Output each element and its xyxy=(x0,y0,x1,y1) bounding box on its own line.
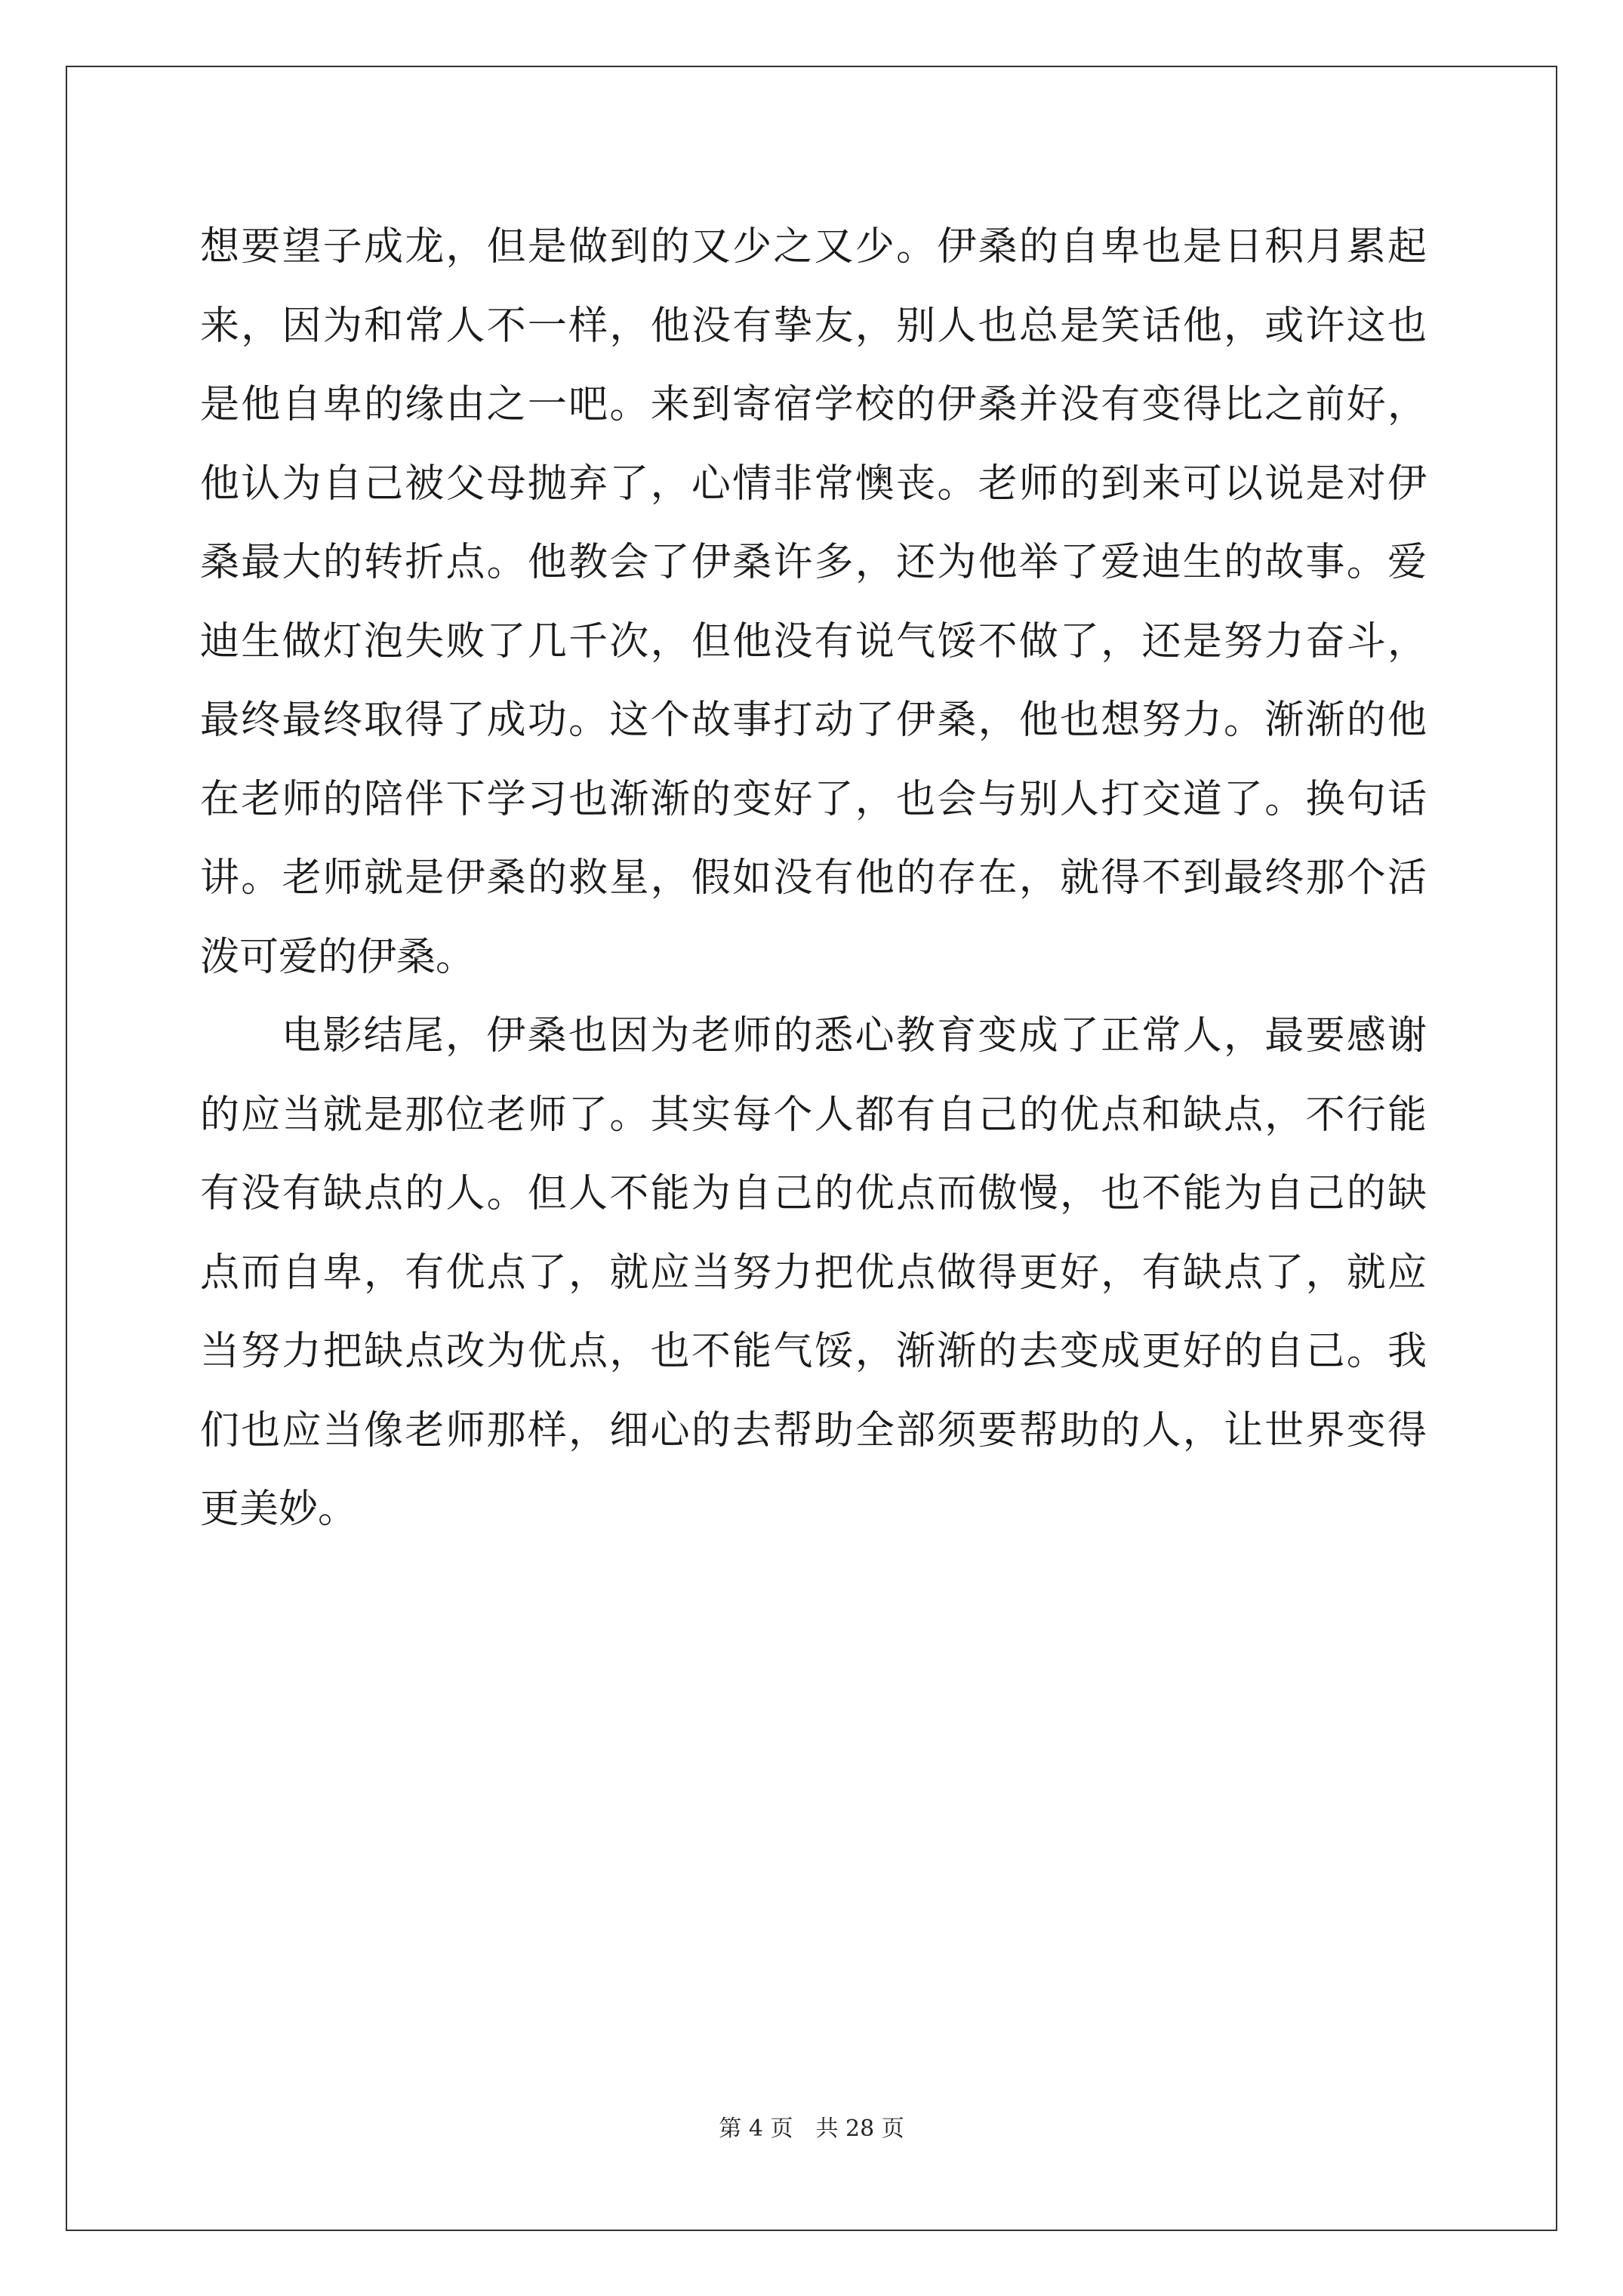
text-line: 来，因为和常人不一样，他没有挚友，别人也总是笑话他，或许这也 xyxy=(200,303,1427,349)
text-line: 有没有缺点的人。但人不能为自己的优点而傲慢，也不能为自己的缺 xyxy=(200,1171,1427,1216)
paragraph-2 xyxy=(200,997,1427,1549)
text-line: 的应当就是那位老师了。其实每个人都有自己的优点和缺点，不行能 xyxy=(200,1092,1427,1138)
text-line: 他认为自己被父母抛弃了，心情非常懊丧。老师的到来可以说是对伊 xyxy=(200,461,1427,507)
text-line: 迪生做灯泡失败了几千次，但他没有说气馁不做了，还是努力奋斗， xyxy=(200,618,1427,664)
text-line: 想要望子成龙，但是做到的又少之又少。伊桑的自卑也是日积月累起 xyxy=(200,224,1427,270)
document-body xyxy=(200,208,1427,1549)
text-line: 们也应当像老师那样，细心的去帮助全部须要帮助的人，让世界变得 xyxy=(200,1407,1427,1453)
page-total: 共 28 页 xyxy=(815,2116,904,2142)
text-line: 是他自卑的缘由之一吧。来到寄宿学校的伊桑并没有变得比之前好， xyxy=(200,382,1427,427)
page-number: 第 4 页 xyxy=(719,2116,793,2142)
page-footer xyxy=(0,2114,1623,2144)
text-line: 当努力把缺点改为优点，也不能气馁，渐渐的去变成更好的自己。我 xyxy=(200,1329,1427,1374)
paragraph-1 xyxy=(200,208,1427,997)
text-line: 在老师的陪伴下学习也渐渐的变好了，也会与别人打交道了。换句话 xyxy=(200,776,1427,822)
text-line: 更美妙。 xyxy=(200,1487,358,1532)
text-line: 桑最大的转折点。他教会了伊桑许多，还为他举了爱迪生的故事。爱 xyxy=(200,540,1427,585)
text-line: 讲。老师就是伊桑的救星，假如没有他的存在，就得不到最终那个活 xyxy=(200,855,1427,901)
text-line: 最终最终取得了成功。这个故事打动了伊桑，他也想努力。渐渐的他 xyxy=(200,698,1427,743)
text-line: 泼可爱的伊桑。 xyxy=(200,934,476,980)
text-line: 电影结尾，伊桑也因为老师的悉心教育变成了正常人，最要感谢 xyxy=(282,1013,1427,1059)
text-line: 点而自卑，有优点了，就应当努力把优点做得更好，有缺点了，就应 xyxy=(200,1250,1427,1296)
